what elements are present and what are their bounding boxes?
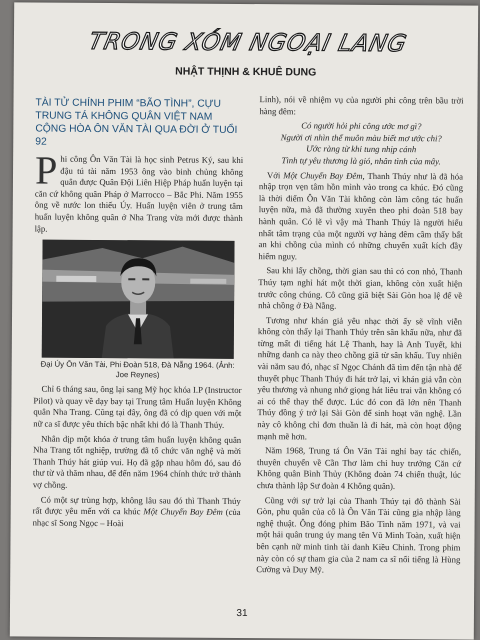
page-number: 31: [236, 607, 248, 620]
drop-cap: P: [34, 147, 58, 193]
lyric-line: Tình tự yêu thương là gió, nhân tình của mây.: [281, 155, 441, 167]
portrait-photo: [42, 240, 235, 359]
byline: NHẬT THỊNH & KHUÊ DUNG: [175, 65, 317, 79]
paragraph-text: Có một sự trùng hợp, không lâu sau đó thì Thanh Thúy rất được yêu mến với ca khúc: [32, 494, 241, 517]
magazine-page: [10, 2, 478, 639]
left-column: [33, 93, 244, 534]
lyric-line: Người ơi nhìn thế muôn màu biết mơ ước chi?: [280, 132, 442, 144]
paragraph: Nhân dịp một khóa ở trung tâm huấn luyện không quân Nha Trang tốt nghiệp, trường đã tổ chức văn nghệ và mời Thanh Thúy hát giúp vui. Họ đã gặp nhau hôm đó, sau đó thư từ và thăm nhau, để đến năm 1964 chính thức trở thành vợ chồng.: [32, 433, 242, 490]
intro-text: hi công Ôn Văn Tài là học sinh Petrus Ký, sau khi đậu tú tài năm 1953 ông vào binh chủng không quân được Quân Đội Liên Hiệp Pháp huấn luyện tại căn cứ không quân Pháp ở Marrocco – Bắc Phi. Năm 1955 ông về nước lon thiếu Úy. Huấn luyện viên ở trung tâm huấn luyện không quân ở Nha Trang vừa mới được thành lập.: [34, 153, 244, 234]
paragraph-text: (của nhạc sĩ Song Ngọc – Hoài: [32, 506, 241, 528]
photo-caption: Đại Úy Ôn Văn Tài, Phi Đoàn 518, Đà Nẵng 1964. (Ảnh: Joe Reynes): [40, 359, 235, 380]
paragraph: Năm 1968, Trung tá Ôn Văn Tài nghỉ bay tác chiến, thuyên chuyển về Cần Thơ làm chỉ huy trưởng Căn cứ Không quân Bình Thủy (Không đoàn 74 chiến thuật, lúc chưa thành lập Sư đoàn 4 Không quân).: [256, 445, 462, 492]
paragraph: Sau khi lấy chồng, thời gian sau thì có con nhỏ, Thanh Thúy tạm nghỉ hát một thời gian, không còn xuất hiện trước công chúng. Cô cũng giã biệt Sài Gòn hoa lệ để về nhà chồng ở Đà Nẵng.: [258, 265, 463, 311]
article-headline: TÀI TỬ CHÍNH PHIM “BÃO TÌNH”, CỰU TRUNG TÁ KHÔNG QUÂN VIỆT NAM CỘNG HÒA ÔN VĂN TÀI QUA ĐỜI Ở TUỔI 92: [35, 97, 238, 148]
paragraph-text: , Thanh Thúy như là đã hóa nhập trọn vẹn tâm hồn mình vào trong ca khúc. Đó cũng là thời điểm Ôn Văn Tài không còn làm công tác huấn luyện nữa, mà đã thường xuyên theo phi đoàn 518 bay hành quân. Có lẽ vì vậy mà Thanh Thúy là người hiểu nhất tâm trạng của một người vợ hàng đêm cầm thấy bất an khi chồng của mình có những chuyến xuất kích đầy hiểm nguy.: [258, 170, 464, 262]
lyric-line: Ước ràng từ khi tung nhịp cánh: [306, 143, 417, 155]
intro-paragraph: [34, 147, 244, 237]
paragraph: Linh), nói về nhiệm vụ của người phi công trên bầu trời hàng đêm:: [259, 94, 464, 116]
section-banner: TRONG XÓM NGOẠI LANG: [86, 28, 410, 58]
right-column: [256, 94, 463, 580]
portrait-illustration: [42, 240, 235, 359]
paragraph: [33, 494, 241, 530]
paragraph-text: Với: [266, 169, 284, 180]
lyric-line: Có người hỏi phi công ước mơ gì?: [301, 120, 422, 132]
paragraph: Tương như khán giả yêu nhạc thời ấy sẽ vĩnh viễn không còn thấy lại Thanh Thúy trên sân khấu nữa, như đã từng mất đi tiếng hát Lệ Thanh, hay là Anh Tuyết, khi những danh ca này theo chồng giã từ sân khấu. Tuy nhiên vài năm sau đó, nhạc sĩ Ngọc Chánh đã tìm đến tận nhà để thuyết phục Thanh Thúy đi hát trở lại, vì khán giả vẫn còn yêu thương và nhung nhớ giọng hát liêu trai vắn không có ai có thể thay thế được. Lúc đó con đã lớn nên Thanh Thúy đồng ý trở lại Sài Gòn để sinh hoạt văn nghệ. Lần này cô không chỉ đơn thuần là đi hát, mà còn hoạt động mạnh mẽ hơn.: [257, 314, 463, 442]
paragraph: Chỉ 6 tháng sau, ông lại sang Mỹ học khóa I.P (Instructor Pilot) và quay về dạy bay tại Trung tâm Huấn luyện Không quân Nha Trang. Cũng tại đây, ông đã có dịp quen với một nữ ca sĩ được yêu thích bậc nhất khi đó là Thanh Thúy.: [33, 383, 242, 430]
paragraph: Cũng với sự trở lại của Thanh Thúy tại đô thành Sài Gòn, phu quân của cô là Ôn Văn Tài cũng gia nhập làng nghệ thuật. Ông đóng phim Bão Tình năm 1971, và vai một hải quân trung úy mang tên Vũ Minh Toàn, xuất hiện bên cạnh nữ minh tinh tài danh Kiều Chinh. Trong phim này còn có sự tham gia của 2 nam ca sĩ nổi tiếng là Hùng Cường và Duy Mỹ.: [256, 494, 461, 575]
song-title: Một Chuyến Bay Đêm: [143, 506, 223, 517]
paragraph: [258, 170, 463, 264]
song-title: Một Chuyến Bay Đêm: [283, 169, 363, 181]
